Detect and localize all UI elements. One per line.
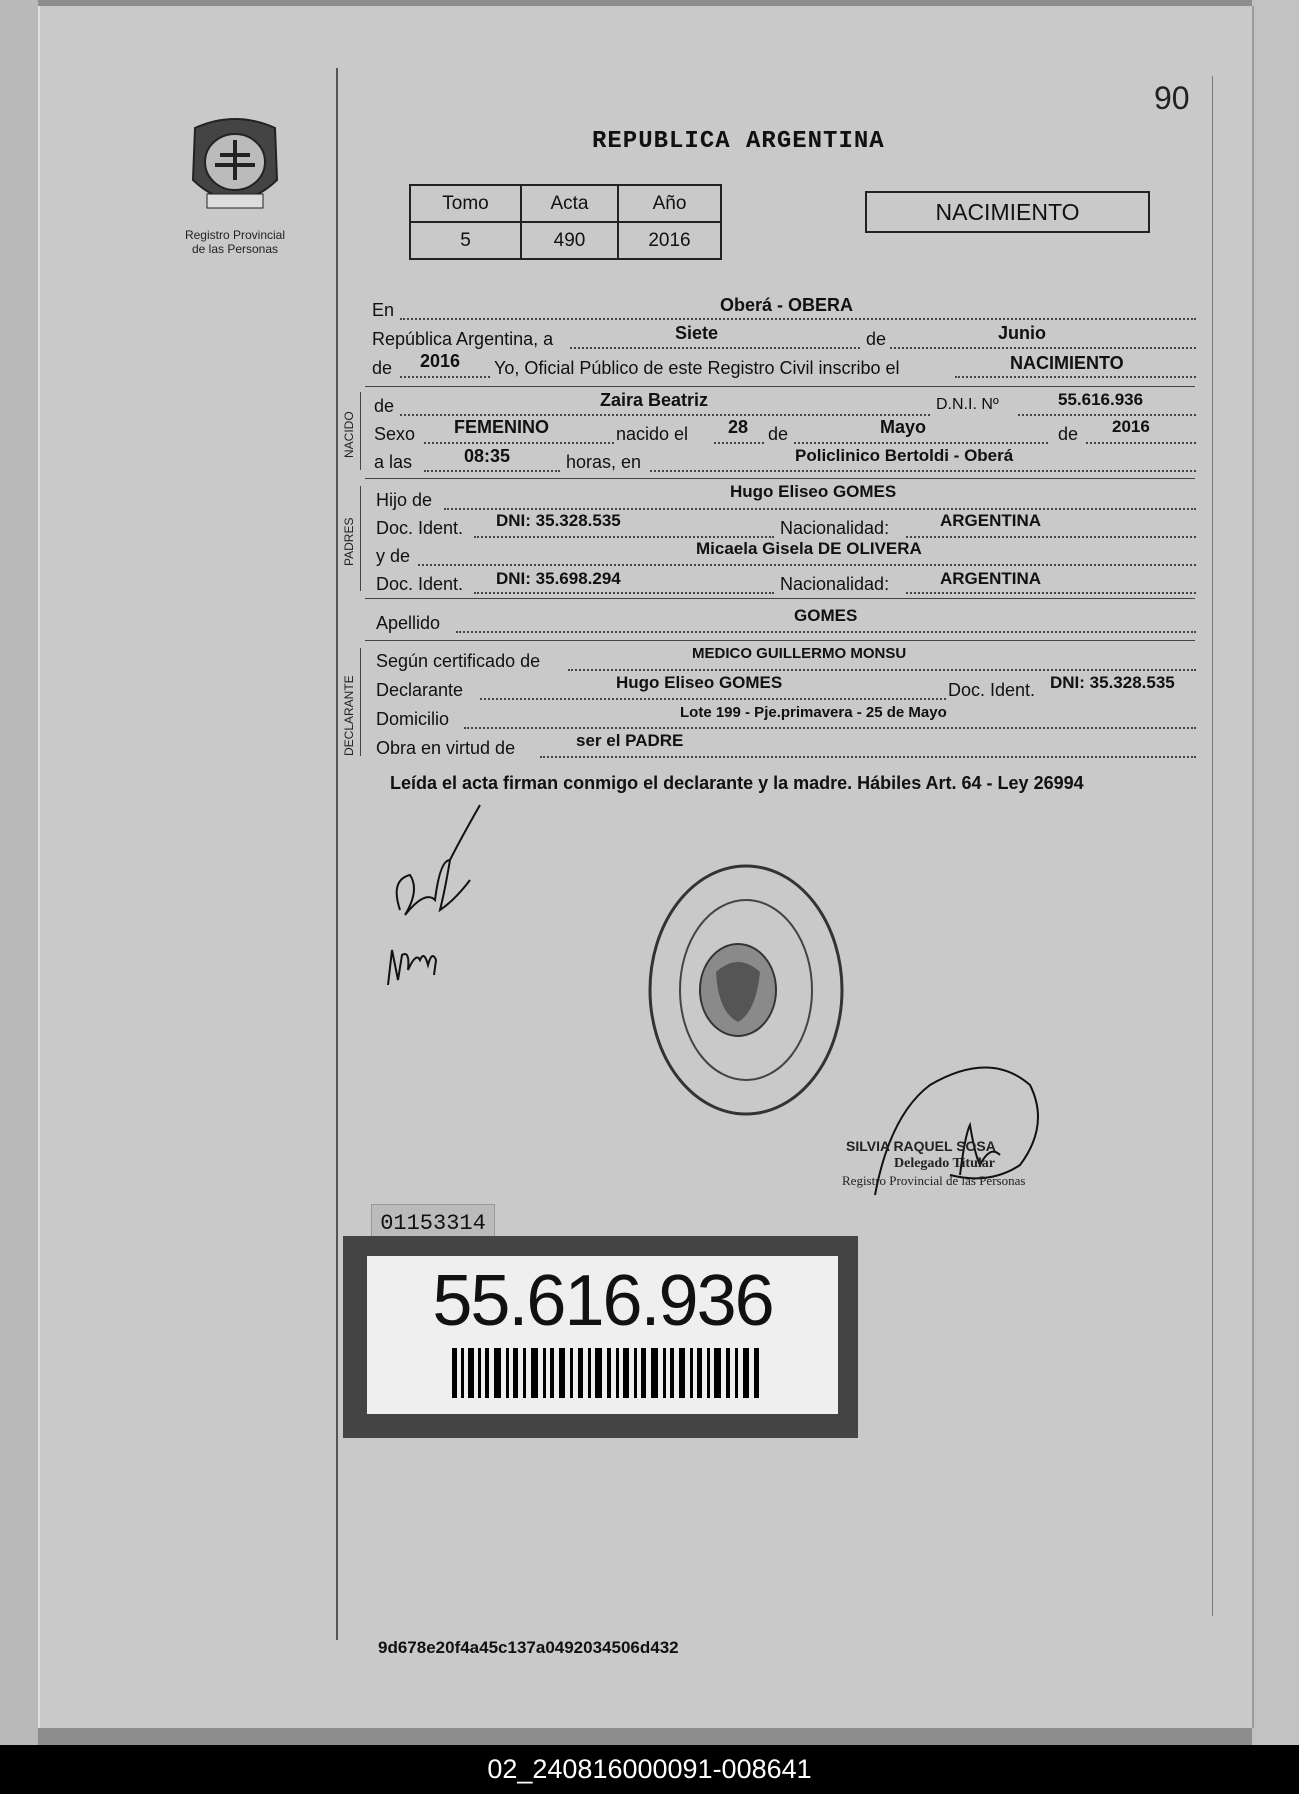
dotted-line: [400, 414, 930, 416]
province-seal-icon: [185, 110, 285, 220]
header-tomo: Tomo: [410, 185, 521, 222]
sex-value: FEMENINO: [454, 417, 550, 437]
header-anio: Año: [618, 185, 721, 222]
value-acta: 490: [521, 222, 618, 259]
mother-name: Micaela Gisela DE OLIVERA: [696, 539, 922, 558]
dni-label: D.N.I. Nº: [936, 396, 999, 413]
dotted-line: [890, 347, 1196, 349]
page-number: 90: [1154, 80, 1190, 116]
apellido-label: Apellido: [376, 613, 441, 633]
doc-ident-label: Doc. Ident.: [948, 680, 1036, 700]
year-value: 2016: [420, 351, 461, 371]
section-bar: [360, 648, 361, 756]
dotted-line: [456, 631, 1196, 633]
dotted-line: [568, 669, 1196, 671]
place-value: Oberá - OBERA: [720, 295, 854, 315]
certificado-label: Según certificado de: [376, 651, 541, 671]
nacido-de-label: de: [374, 396, 395, 416]
dotted-line: [400, 318, 1196, 320]
document-hash: 9d678e20f4a45c137a0492034506d432: [378, 1638, 679, 1657]
de-label: de: [768, 424, 789, 444]
republica-label: República Argentina, a: [372, 329, 554, 349]
official-signer-block: [842, 1138, 1026, 1189]
nacionalidad-label: Nacionalidad:: [780, 518, 890, 538]
dotted-line: [794, 442, 1048, 444]
hijo-label: Hijo de: [376, 490, 433, 510]
dotted-line: [1018, 414, 1196, 416]
alas-label: a las: [374, 452, 413, 472]
margin-line: [336, 68, 338, 1640]
section-bar: [360, 392, 361, 470]
dotted-line: [464, 727, 1196, 729]
yde-label: y de: [376, 546, 411, 566]
dotted-line: [418, 564, 1196, 566]
seal-caption: [160, 228, 310, 256]
closing-text: Leída el acta firman conmigo el declarante y la madre. Hábiles Art. 64 - Ley 26994: [390, 773, 1084, 793]
dotted-line: [474, 592, 774, 594]
de-label: de: [866, 329, 887, 349]
obra-value: ser el PADRE: [576, 731, 684, 750]
de2-label: de: [372, 358, 393, 378]
nacionalidad-label: Nacionalidad:: [780, 574, 890, 594]
dotted-line: [540, 756, 1196, 758]
page-edge-left: [0, 0, 38, 1745]
record-type-box: NACIMIENTO: [865, 191, 1150, 233]
declarante-doc: DNI: 35.328.535: [1050, 673, 1175, 692]
right-margin-line: [1212, 76, 1213, 1616]
dotted-line: [906, 592, 1196, 594]
inscribo-text: Yo, Oficial Público de este Registro Civil inscribo el: [494, 358, 900, 378]
page-title: REPUBLICA ARGENTINA: [592, 128, 885, 155]
barcode-bars: [452, 1348, 760, 1398]
dotted-line: [480, 698, 946, 700]
record-table-values: [410, 222, 721, 259]
child-name: Zaira Beatriz: [600, 390, 709, 410]
birthplace: Policlinico Bertoldi - Oberá: [795, 446, 1014, 465]
section-divider: [365, 640, 1195, 641]
day-value: Siete: [675, 323, 719, 343]
dotted-line: [400, 376, 490, 378]
domicilio-value: Lote 199 - Pje.primavera - 25 de Mayo: [680, 704, 947, 721]
dotted-line: [444, 508, 1196, 510]
official-office: Registro Provincial de las Personas: [842, 1173, 1026, 1188]
seal-caption-line2: de las Personas: [191, 242, 279, 256]
birth-day: 28: [728, 417, 749, 437]
dotted-line: [955, 376, 1196, 378]
section-divider: [365, 598, 1195, 599]
child-dni: 55.616.936: [1058, 390, 1144, 409]
record-table-header: [410, 185, 721, 222]
record-table: [409, 184, 722, 260]
section-divider: [365, 386, 1195, 387]
father-name: Hugo Eliseo GOMES: [730, 482, 897, 501]
nacido-section-label: NACIDO: [342, 411, 356, 458]
dotted-line: [570, 347, 860, 349]
mother-doc: DNI: 35.698.294: [496, 569, 621, 588]
father-nationality: ARGENTINA: [940, 511, 1042, 530]
handwritten-signatures: [380, 800, 490, 1000]
birth-year: 2016: [1112, 417, 1150, 436]
header-acta: Acta: [521, 185, 618, 222]
section-bar: [360, 486, 361, 591]
nacido-el-label: nacido el: [616, 424, 689, 444]
horas-label: horas, en: [566, 452, 642, 472]
value-anio: 2016: [618, 222, 721, 259]
mother-nationality: ARGENTINA: [940, 569, 1042, 588]
official-stamp-icon: [646, 862, 846, 1117]
certificate-value: MEDICO GUILLERMO MONSU: [692, 645, 907, 662]
en-label: En: [372, 300, 395, 320]
month-value: Junio: [998, 323, 1046, 343]
declarante-name: Hugo Eliseo GOMES: [616, 673, 783, 692]
barcode-number: 55.616.936: [432, 1261, 773, 1341]
father-doc: DNI: 35.328.535: [496, 511, 621, 530]
serial-label: 01153314: [371, 1204, 495, 1244]
official-name: SILVIA RAQUEL SOSA: [846, 1138, 996, 1154]
domicilio-label: Domicilio: [376, 709, 450, 729]
act-value: NACIMIENTO: [1010, 353, 1124, 373]
obra-label: Obra en virtud de: [376, 738, 516, 758]
sexo-label: Sexo: [374, 424, 416, 444]
apellido-value: GOMES: [794, 606, 858, 625]
value-tomo: 5: [410, 222, 521, 259]
page-edge-right: [1252, 0, 1299, 1745]
seal-caption-line1: Registro Provincial: [184, 228, 286, 242]
birth-month: Mayo: [880, 417, 927, 437]
section-divider: [365, 478, 1195, 479]
de-label: de: [1058, 424, 1079, 444]
declarante-label: Declarante: [376, 680, 464, 700]
padres-section-label: PADRES: [342, 517, 356, 566]
declarante-section-label: DECLARANTE: [342, 675, 356, 756]
dotted-line: [714, 442, 764, 444]
dotted-line: [1086, 442, 1196, 444]
dotted-line: [424, 442, 614, 444]
dotted-line: [650, 470, 1196, 472]
dotted-line: [474, 536, 774, 538]
father-doc-label: Doc. Ident.: [376, 518, 464, 538]
scan-footer-id: 02_240816000091-008641: [0, 1745, 1299, 1794]
mother-doc-label: Doc. Ident.: [376, 574, 464, 594]
dotted-line: [424, 470, 560, 472]
dotted-line: [906, 536, 1196, 538]
birth-time: 08:35: [464, 446, 511, 466]
official-role: Delegado Titular: [894, 1156, 995, 1171]
